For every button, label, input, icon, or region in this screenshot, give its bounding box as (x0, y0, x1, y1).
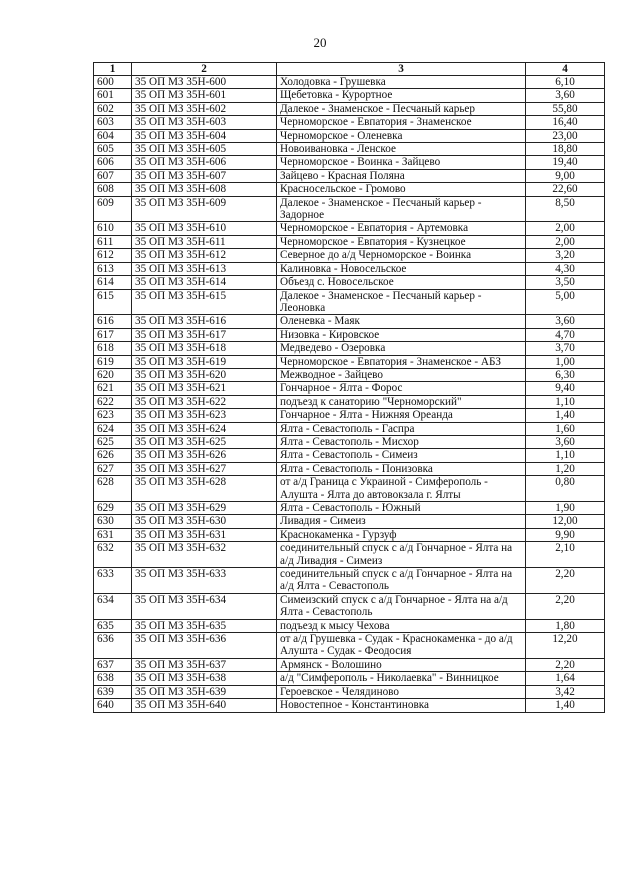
row-number-cell: 607 (94, 169, 132, 182)
road-name-cell: соединительный спуск с а/д Гончарное - Ялта на а/д Ливадия - Симеиз (277, 542, 526, 568)
road-length-cell: 12,00 (526, 515, 605, 528)
road-length-cell: 2,20 (526, 568, 605, 594)
table-row (94, 435, 605, 448)
row-number-cell: 610 (94, 222, 132, 235)
road-code-cell: 35 ОП МЗ 35Н-613 (132, 262, 277, 275)
row-number-cell: 628 (94, 476, 132, 502)
table-row (94, 593, 605, 619)
row-number-cell: 604 (94, 129, 132, 142)
row-number-cell: 620 (94, 368, 132, 381)
road-code-cell: 35 ОП МЗ 35Н-615 (132, 289, 277, 315)
road-code-cell: 35 ОП МЗ 35Н-635 (132, 619, 277, 632)
table-body (94, 76, 605, 713)
row-number-cell: 638 (94, 672, 132, 685)
road-name-cell: Симеизский спуск с а/д Гончарное - Ялта на а/д Ялта - Севастополь (277, 593, 526, 619)
row-number-cell: 633 (94, 568, 132, 594)
road-name-cell: Ялта - Севастополь - Гаспра (277, 422, 526, 435)
row-number-cell: 629 (94, 502, 132, 515)
table-row (94, 116, 605, 129)
road-name-cell: Ялта - Севастополь - Южный (277, 502, 526, 515)
road-length-cell: 1,20 (526, 462, 605, 475)
row-number-cell: 632 (94, 542, 132, 568)
road-name-cell: Гончарное - Ялта - Нижняя Ореанда (277, 409, 526, 422)
road-code-cell: 35 ОП МЗ 35Н-610 (132, 222, 277, 235)
road-name-cell: Новоивановка - Ленское (277, 143, 526, 156)
row-number-cell: 601 (94, 89, 132, 102)
road-length-cell: 9,00 (526, 169, 605, 182)
road-name-cell: Черноморское - Евпатория - Артемовка (277, 222, 526, 235)
table-row (94, 355, 605, 368)
table-row (94, 449, 605, 462)
road-length-cell: 2,00 (526, 222, 605, 235)
road-name-cell: Объезд с. Новосельское (277, 276, 526, 289)
road-code-cell: 35 ОП МЗ 35Н-600 (132, 76, 277, 89)
road-name-cell: Черноморское - Евпатория - Знаменское (277, 116, 526, 129)
road-name-cell: соединительный спуск с а/д Гончарное - Ялта на а/д Ялта - Севастополь (277, 568, 526, 594)
header-col-2: 2 (132, 63, 277, 76)
road-length-cell: 4,70 (526, 328, 605, 341)
table-row (94, 235, 605, 248)
table-row (94, 658, 605, 671)
road-code-cell: 35 ОП МЗ 35Н-618 (132, 342, 277, 355)
road-code-cell: 35 ОП МЗ 35Н-630 (132, 515, 277, 528)
road-name-cell: Оленевка - Маяк (277, 315, 526, 328)
table-row (94, 515, 605, 528)
road-code-cell: 35 ОП МЗ 35Н-634 (132, 593, 277, 619)
road-length-cell: 18,80 (526, 143, 605, 156)
table-row (94, 315, 605, 328)
road-code-cell: 35 ОП МЗ 35Н-608 (132, 183, 277, 196)
table-row (94, 462, 605, 475)
road-length-cell: 8,50 (526, 196, 605, 222)
table-row (94, 342, 605, 355)
road-code-cell: 35 ОП МЗ 35Н-605 (132, 143, 277, 156)
road-length-cell: 9,40 (526, 382, 605, 395)
row-number-cell: 622 (94, 395, 132, 408)
road-code-cell: 35 ОП МЗ 35Н-636 (132, 633, 277, 659)
table-row (94, 289, 605, 315)
table-row (94, 196, 605, 222)
table-row (94, 129, 605, 142)
road-name-cell: подъезд к мысу Чехова (277, 619, 526, 632)
table-row (94, 672, 605, 685)
road-length-cell: 3,50 (526, 276, 605, 289)
table-row (94, 528, 605, 541)
road-name-cell: Межводное - Зайцево (277, 368, 526, 381)
road-length-cell: 1,80 (526, 619, 605, 632)
road-length-cell: 5,00 (526, 289, 605, 315)
road-name-cell: Черноморское - Евпатория - Кузнецкое (277, 235, 526, 248)
header-col-1: 1 (94, 63, 132, 76)
table-row (94, 502, 605, 515)
table-row (94, 633, 605, 659)
road-length-cell: 2,20 (526, 593, 605, 619)
row-number-cell: 611 (94, 235, 132, 248)
row-number-cell: 624 (94, 422, 132, 435)
road-name-cell: Героевское - Челядиново (277, 685, 526, 698)
row-number-cell: 639 (94, 685, 132, 698)
road-code-cell: 35 ОП МЗ 35Н-632 (132, 542, 277, 568)
road-code-cell: 35 ОП МЗ 35Н-620 (132, 368, 277, 381)
table-row (94, 382, 605, 395)
road-code-cell: 35 ОП МЗ 35Н-628 (132, 476, 277, 502)
road-name-cell: Гончарное - Ялта - Форос (277, 382, 526, 395)
road-code-cell: 35 ОП МЗ 35Н-606 (132, 156, 277, 169)
road-name-cell: от а/д Грушевка - Судак - Краснокаменка - до а/д Алушта - Судак - Феодосия (277, 633, 526, 659)
road-length-cell: 1,64 (526, 672, 605, 685)
road-length-cell: 1,60 (526, 422, 605, 435)
table-row (94, 89, 605, 102)
table-row (94, 568, 605, 594)
road-length-cell: 3,20 (526, 249, 605, 262)
road-name-cell: Медведево - Озеровка (277, 342, 526, 355)
road-length-cell: 1,10 (526, 395, 605, 408)
road-name-cell: Ялта - Севастополь - Понизовка (277, 462, 526, 475)
road-code-cell: 35 ОП МЗ 35Н-604 (132, 129, 277, 142)
row-number-cell: 616 (94, 315, 132, 328)
road-length-cell: 0,80 (526, 476, 605, 502)
table-row (94, 542, 605, 568)
road-code-cell: 35 ОП МЗ 35Н-639 (132, 685, 277, 698)
road-length-cell: 16,40 (526, 116, 605, 129)
road-name-cell: Низовка - Кировское (277, 328, 526, 341)
road-code-cell: 35 ОП МЗ 35Н-611 (132, 235, 277, 248)
road-length-cell: 1,40 (526, 409, 605, 422)
road-length-cell: 3,42 (526, 685, 605, 698)
road-name-cell: Зайцево - Красная Поляна (277, 169, 526, 182)
road-code-cell: 35 ОП МЗ 35Н-629 (132, 502, 277, 515)
road-code-cell: 35 ОП МЗ 35Н-624 (132, 422, 277, 435)
road-code-cell: 35 ОП МЗ 35Н-607 (132, 169, 277, 182)
road-code-cell: 35 ОП МЗ 35Н-623 (132, 409, 277, 422)
row-number-cell: 613 (94, 262, 132, 275)
row-number-cell: 603 (94, 116, 132, 129)
row-number-cell: 635 (94, 619, 132, 632)
road-length-cell: 4,30 (526, 262, 605, 275)
table-row (94, 328, 605, 341)
road-name-cell: подъезд к санаторию "Черноморский" (277, 395, 526, 408)
row-number-cell: 634 (94, 593, 132, 619)
road-length-cell: 3,60 (526, 315, 605, 328)
road-length-cell: 55,80 (526, 102, 605, 115)
table-row (94, 422, 605, 435)
table-header-row (94, 63, 605, 76)
table-row (94, 368, 605, 381)
table-row (94, 685, 605, 698)
roads-table (93, 62, 605, 713)
table-row (94, 476, 605, 502)
road-code-cell: 35 ОП МЗ 35Н-619 (132, 355, 277, 368)
road-name-cell: Калиновка - Новосельское (277, 262, 526, 275)
road-length-cell: 6,30 (526, 368, 605, 381)
road-code-cell: 35 ОП МЗ 35Н-609 (132, 196, 277, 222)
road-code-cell: 35 ОП МЗ 35Н-601 (132, 89, 277, 102)
road-length-cell: 3,60 (526, 435, 605, 448)
road-length-cell: 12,20 (526, 633, 605, 659)
road-name-cell: Холодовка - Грушевка (277, 76, 526, 89)
row-number-cell: 623 (94, 409, 132, 422)
road-name-cell: Ливадия - Симеиз (277, 515, 526, 528)
row-number-cell: 618 (94, 342, 132, 355)
row-number-cell: 619 (94, 355, 132, 368)
road-length-cell: 2,20 (526, 658, 605, 671)
table-row (94, 619, 605, 632)
page-number: 20 (313, 35, 327, 50)
road-length-cell: 3,70 (526, 342, 605, 355)
road-name-cell: Черноморское - Воинка - Зайцево (277, 156, 526, 169)
road-code-cell: 35 ОП МЗ 35Н-627 (132, 462, 277, 475)
road-code-cell: 35 ОП МЗ 35Н-614 (132, 276, 277, 289)
road-length-cell: 2,10 (526, 542, 605, 568)
road-code-cell: 35 ОП МЗ 35Н-625 (132, 435, 277, 448)
road-length-cell: 19,40 (526, 156, 605, 169)
road-name-cell: а/д "Симферополь - Николаевка" - Винницкое (277, 672, 526, 685)
row-number-cell: 631 (94, 528, 132, 541)
road-name-cell: Ялта - Севастополь - Симеиз (277, 449, 526, 462)
road-length-cell: 3,60 (526, 89, 605, 102)
road-length-cell: 9,90 (526, 528, 605, 541)
row-number-cell: 617 (94, 328, 132, 341)
road-code-cell: 35 ОП МЗ 35Н-603 (132, 116, 277, 129)
road-name-cell: Далекое - Знаменское - Песчаный карьер (277, 102, 526, 115)
row-number-cell: 627 (94, 462, 132, 475)
row-number-cell: 621 (94, 382, 132, 395)
table-row (94, 169, 605, 182)
road-length-cell: 1,00 (526, 355, 605, 368)
road-length-cell: 23,00 (526, 129, 605, 142)
road-name-cell: от а/д Граница с Украиной - Симферополь - Алушта - Ялта до автовокзала г. Ялты (277, 476, 526, 502)
header-col-3: 3 (277, 63, 526, 76)
road-name-cell: Армянск - Волошино (277, 658, 526, 671)
road-name-cell: Северное до а/д Черноморское - Воинка (277, 249, 526, 262)
road-code-cell: 35 ОП МЗ 35Н-631 (132, 528, 277, 541)
table-row (94, 222, 605, 235)
row-number-cell: 640 (94, 699, 132, 712)
table-row (94, 143, 605, 156)
road-code-cell: 35 ОП МЗ 35Н-637 (132, 658, 277, 671)
row-number-cell: 606 (94, 156, 132, 169)
row-number-cell: 608 (94, 183, 132, 196)
table-row (94, 276, 605, 289)
road-name-cell: Краснокаменка - Гурзуф (277, 528, 526, 541)
road-length-cell: 6,10 (526, 76, 605, 89)
row-number-cell: 625 (94, 435, 132, 448)
road-name-cell: Новостепное - Константиновка (277, 699, 526, 712)
row-number-cell: 614 (94, 276, 132, 289)
table-row (94, 183, 605, 196)
table-row (94, 262, 605, 275)
road-code-cell: 35 ОП МЗ 35Н-617 (132, 328, 277, 341)
row-number-cell: 602 (94, 102, 132, 115)
road-code-cell: 35 ОП МЗ 35Н-612 (132, 249, 277, 262)
road-length-cell: 1,10 (526, 449, 605, 462)
road-name-cell: Черноморское - Оленевка (277, 129, 526, 142)
row-number-cell: 615 (94, 289, 132, 315)
road-name-cell: Красносельское - Громово (277, 183, 526, 196)
road-code-cell: 35 ОП МЗ 35Н-638 (132, 672, 277, 685)
table-row (94, 395, 605, 408)
row-number-cell: 609 (94, 196, 132, 222)
row-number-cell: 630 (94, 515, 132, 528)
road-length-cell: 2,00 (526, 235, 605, 248)
road-length-cell: 1,40 (526, 699, 605, 712)
row-number-cell: 636 (94, 633, 132, 659)
row-number-cell: 637 (94, 658, 132, 671)
road-code-cell: 35 ОП МЗ 35Н-640 (132, 699, 277, 712)
road-name-cell: Далекое - Знаменское - Песчаный карьер - Задорное (277, 196, 526, 222)
road-name-cell: Черноморское - Евпатория - Знаменское - АБЗ (277, 355, 526, 368)
road-name-cell: Далекое - Знаменское - Песчаный карьер - Леоновка (277, 289, 526, 315)
table-row (94, 409, 605, 422)
table-row (94, 102, 605, 115)
road-length-cell: 22,60 (526, 183, 605, 196)
row-number-cell: 626 (94, 449, 132, 462)
row-number-cell: 612 (94, 249, 132, 262)
road-name-cell: Ялта - Севастополь - Мисхор (277, 435, 526, 448)
road-code-cell: 35 ОП МЗ 35Н-622 (132, 395, 277, 408)
table-row (94, 76, 605, 89)
road-code-cell: 35 ОП МЗ 35Н-633 (132, 568, 277, 594)
road-code-cell: 35 ОП МЗ 35Н-602 (132, 102, 277, 115)
road-code-cell: 35 ОП МЗ 35Н-616 (132, 315, 277, 328)
road-code-cell: 35 ОП МЗ 35Н-621 (132, 382, 277, 395)
road-length-cell: 1,90 (526, 502, 605, 515)
table-row (94, 249, 605, 262)
table-row (94, 699, 605, 712)
table-row (94, 156, 605, 169)
row-number-cell: 600 (94, 76, 132, 89)
row-number-cell: 605 (94, 143, 132, 156)
header-col-4: 4 (526, 63, 605, 76)
road-name-cell: Щебетовка - Курортное (277, 89, 526, 102)
road-code-cell: 35 ОП МЗ 35Н-626 (132, 449, 277, 462)
